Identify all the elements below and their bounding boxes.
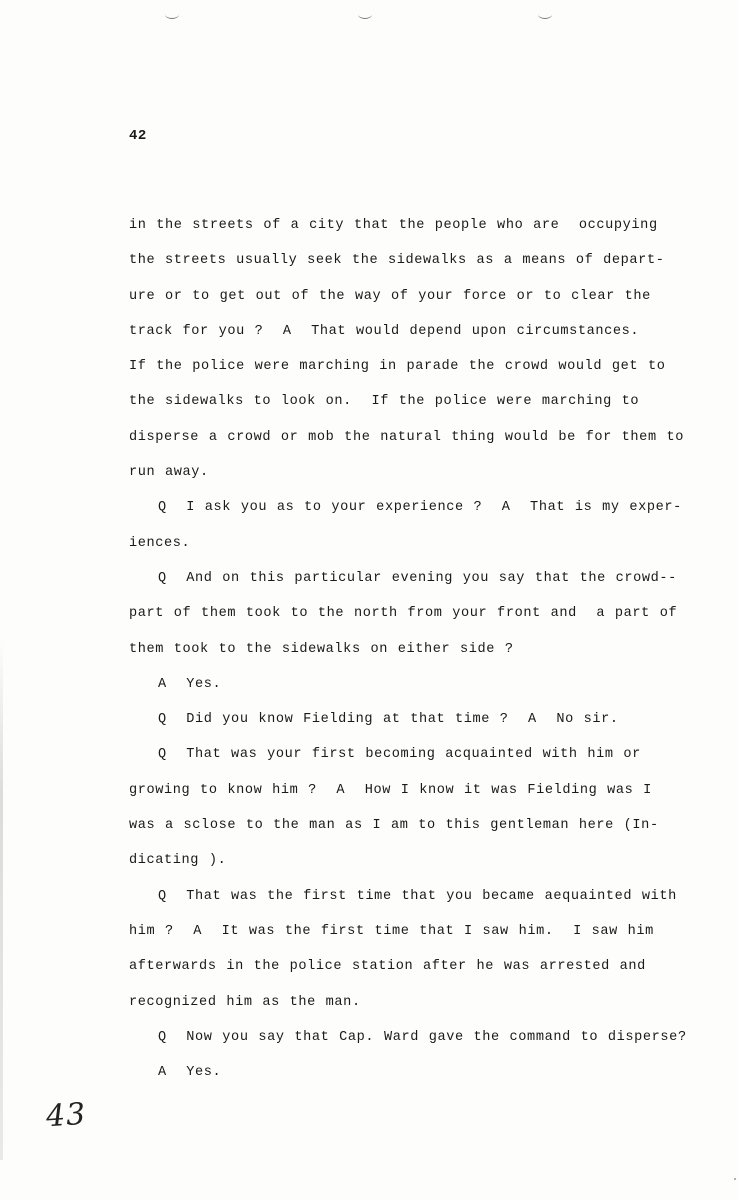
binding-mark-right [538, 10, 552, 19]
transcript-line: them took to the sidewalks on either side ? [129, 641, 514, 657]
transcript-line: the streets usually seek the sidewalks as a means of depart- [129, 253, 665, 269]
transcript-line: him ? A It was the first time that I saw him. I saw him [129, 923, 654, 939]
transcript-line: disperse a crowd or mob the natural thing would be for them to [129, 429, 684, 445]
page-edge-shadow [0, 640, 3, 1160]
transcript-line: Q That was your first becoming acquainted with him or [158, 747, 641, 763]
transcript-line: Q I ask you as to your experience ? A That is my exper- [158, 500, 682, 516]
binding-marks [0, 6, 738, 26]
transcript-line: recognized him as the man. [129, 994, 361, 1010]
transcript-line: afterwards in the police station after he was arrested and [129, 959, 646, 975]
transcript-line: growing to know him ? A How I know it was Fielding was I [129, 782, 652, 798]
binding-mark-center [358, 10, 372, 19]
transcript-line: Q And on this particular evening you say that the crowd-- [158, 570, 677, 586]
transcript-line: A Yes. [158, 676, 222, 692]
transcript-line: dicating ). [129, 853, 227, 869]
transcript-line: Q Now you say that Cap. Ward gave the command to disperse? [158, 1029, 687, 1045]
transcript-line: Q That was the first time that you became aequainted with [158, 888, 677, 904]
handwritten-page-number: 43 [44, 1096, 88, 1135]
transcript-line: If the police were marching in parade the crowd would get to [129, 359, 666, 375]
transcript-line: was a sclose to the man as I am to this gentleman here (In- [129, 818, 659, 834]
transcript-line: the sidewalks to look on. If the police were marching to [129, 394, 640, 410]
transcript-body [129, 208, 719, 1090]
transcript-line: in the streets of a city that the people who are occupying [129, 218, 658, 233]
transcript-line: iences. [129, 535, 191, 551]
transcript-line: track for you ? A That would depend upon circumstances. [129, 323, 640, 339]
transcript-line: part of them took to the north from your front and a part of [129, 606, 678, 622]
page-number: 42 [129, 128, 147, 144]
transcript-line: ure or to get out of the way of your force or to clear the [129, 288, 651, 304]
transcript-line: run away. [129, 465, 209, 481]
binding-mark-left [165, 10, 179, 19]
transcript-line: Q Did you know Fielding at that time ? A No sir. [158, 712, 619, 728]
transcript-line: A Yes. [158, 1065, 222, 1081]
paper-speck [734, 1178, 736, 1180]
